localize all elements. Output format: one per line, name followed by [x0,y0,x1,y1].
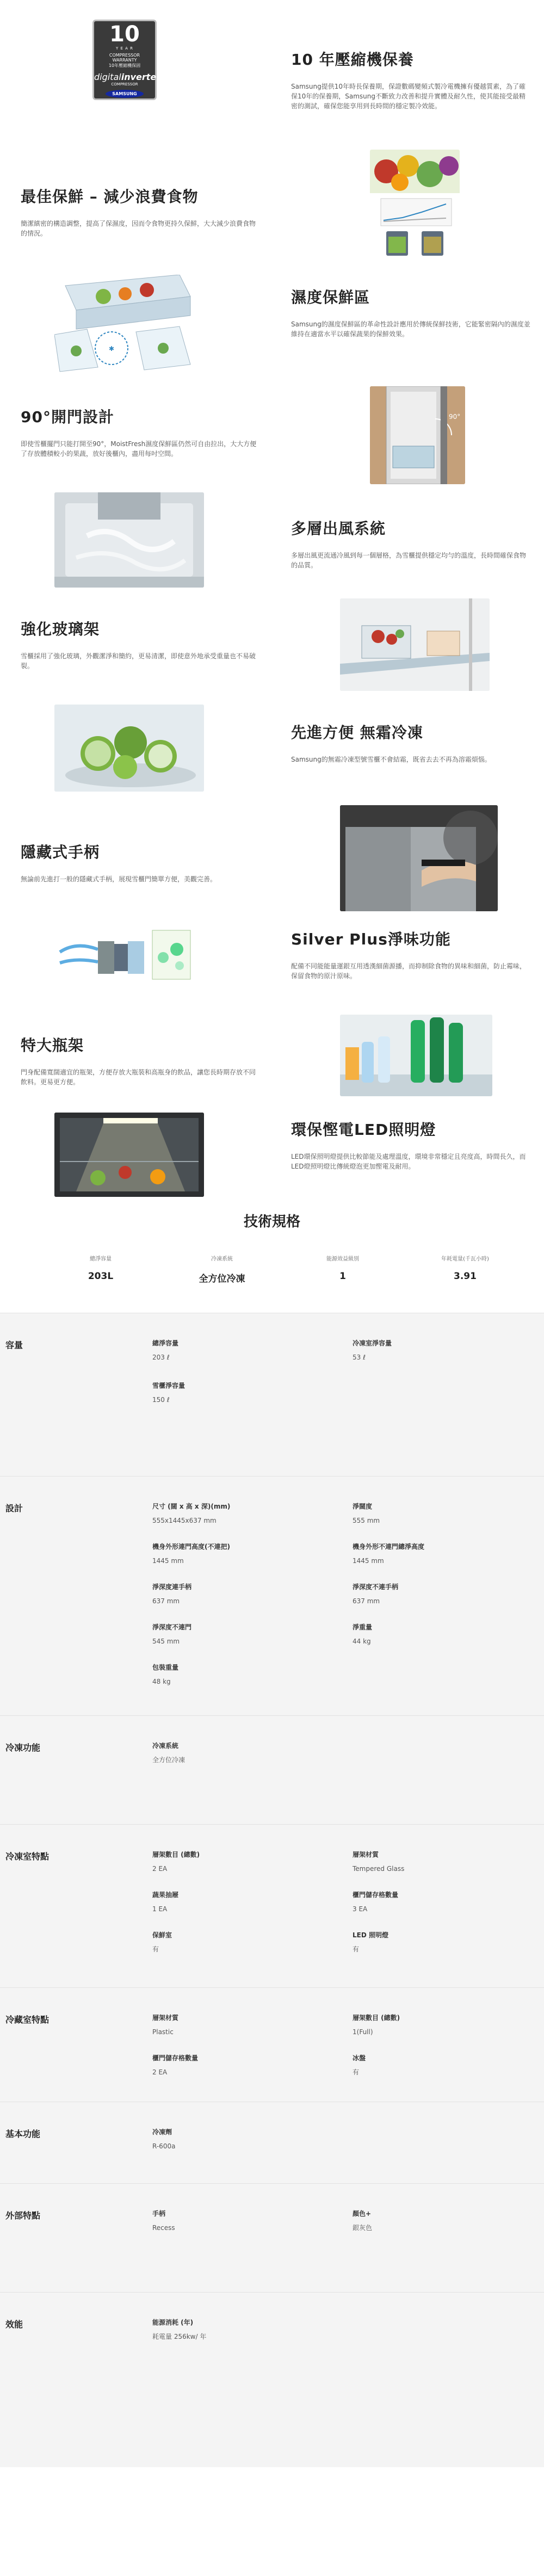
spec-value: 555x1445x637 mm [152,1517,217,1524]
feature-recessed-handle [0,802,544,917]
bottle-rack-image [340,1015,492,1096]
feature-freshness [0,147,544,264]
spec-value: 有 [353,1945,360,1953]
spec-label: 層架材質 [353,1851,379,1858]
spec-label: 淨深度不連門 [152,1623,192,1631]
spec-label: 機身外形不連門總淨高度 [353,1543,425,1550]
spec-row-freezer [0,1824,544,1987]
spec-label: 雪櫃淨容量 [152,1382,186,1389]
spec-label: 淨重量 [353,1623,373,1631]
spec-label: 手柄 [152,2210,166,2217]
spec-value: 有 [152,1945,159,1953]
summary-label: 冷凍系統 [211,1256,233,1262]
spec-value: 637 mm [152,1597,180,1605]
svg-text:90°: 90° [449,413,461,421]
summary-energy-class [283,1254,403,1282]
spec-value: R-600a [152,2142,176,2150]
feature-multi-flow [0,490,544,590]
spec-item [152,2127,175,2151]
spec-row-design [0,1476,544,1715]
feature-title: Silver Plus淨味功能 [291,930,451,948]
spec-row-efficiency [0,2292,544,2467]
spec-item [152,1930,172,1954]
spec-value: 2 EA [152,1865,168,1873]
feature-title: 90°開門設計 [21,408,114,426]
badge-number: 10 [109,22,140,47]
feature-desc: 即使雪櫃擺門只能打開至90°，MoistFresh濕度保鮮區仍然可自由拉出，大大方便了存放體積較小的果蔬，放好後櫃內，盡用每吋空間。 [21,440,257,458]
feature-title: 10 年壓縮機保養 [291,51,414,69]
feature-no-frost [0,694,544,802]
feature-desc: 配備不同能能量運銀互用透漢細菌源播，而抑制除食物的異味和細菌，防止霉味，保留食物的原汁原味。 [291,962,527,980]
feature-desc: Samsung的濕度保鮮區的革命性設計應用於傳統保鮮技術，它能緊密隔內的濕度並維持在適當水平以確保蔬果的保鮮效果。 [291,320,530,338]
spec-value: 53 ℓ [353,1354,366,1361]
feature-desc: 多層出風更流通冷風到每一個層格，為雪櫃提供穩定均勻的溫度，長時間確保食物的品質。 [291,552,527,569]
spec-label: 冷凍劑 [152,2128,172,2136]
spec-item [353,1542,424,1566]
feature-title: 先進方便 無霜冷凍 [291,724,423,742]
svg-text:✱: ✱ [108,345,115,353]
spec-value: 1(Full) [353,2028,373,2036]
spec-value: 1445 mm [353,1557,384,1565]
feature-silver-plus [0,917,544,1012]
no-frost-limes-image [54,705,204,792]
spec-category: 外部特點 [5,2210,41,2221]
fruits-chart-image [370,150,460,261]
spec-value: Recess [152,2224,175,2232]
spec-item [152,1338,178,1362]
feature-desc: 雪櫃採用了強化玻璃，外觀潔淨和簡約，更易清潔，即使意外地承受重量也不易破裂。 [21,652,256,670]
specs-summary [0,1254,544,1298]
spec-value: Tempered Glass [353,1865,405,1873]
feature-desc: 無論前先進打一般的隱藏式手柄，展現雪櫃門簡單方便，美觀完善。 [21,875,217,883]
feature-bottle-rack [0,1012,544,1104]
spec-item [353,1502,380,1525]
spec-label: LED 照明燈 [353,1931,388,1939]
silver-plus-filter-image [54,919,207,1001]
spec-item [353,2013,400,2037]
glass-shelf-image [340,598,490,691]
feature-title: 特大瓶架 [21,1036,84,1054]
spec-value: 有 [353,2068,360,2076]
spec-label: 淨深度不連手柄 [353,1583,399,1591]
spec-category: 冷藏室特點 [5,2015,50,2025]
spec-item [152,1663,178,1687]
summary-value: 全方位冷凍 [199,1274,245,1284]
summary-cooling [162,1254,282,1284]
summary-capacity [41,1254,160,1282]
spec-value: 203 ℓ [152,1354,170,1361]
feature-desc: Samsung的無霜冷凍型號雪櫃不會結霜，既省去去不再為溶霜煩惱。 [291,756,491,763]
feature-led-light [0,1104,544,1205]
badge-year: Y E A R [115,46,134,51]
feature-title: 強化玻璃架 [21,620,100,638]
spec-value: 全方位冷凍 [152,1756,186,1764]
humidity-drawer-image [54,275,196,373]
spec-item [353,2053,366,2077]
spec-item [353,1850,404,1874]
spec-value: 耗電量 256kw/ 年 [152,2333,207,2340]
feature-title: 濕度保鮮區 [291,288,370,306]
spec-label: 保鮮室 [152,1931,172,1939]
feature-desc: 簡潔縝密的構造調整，提高了保濕度，因而令食物更持久保鮮，大大減少浪費食物的情況。 [21,220,256,237]
spec-item [152,2209,175,2233]
spec-value: 150 ℓ [152,1396,170,1404]
badge-brand [94,72,161,82]
spec-item [353,1890,398,1914]
spec-value: 637 mm [353,1597,380,1605]
spec-value: 555 mm [353,1517,380,1524]
spec-row-exterior [0,2183,544,2292]
spec-item [353,1930,388,1954]
feature-desc: LED環保照明燈提供比較節能及處理溫度，環境非常穩定且亮度高，時間長久，而LED燈照明燈比傳統燈泡更加慳電及耐用。 [291,1153,526,1170]
spec-value: 銀灰色 [353,2224,373,2232]
spec-item [152,1502,230,1525]
spec-label: 蔬果抽屜 [152,1891,179,1899]
spec-label: 櫃門儲存格數量 [353,1891,399,1899]
spec-table [0,1313,544,2467]
spec-value: 545 mm [152,1638,180,1645]
summary-consumption [405,1254,525,1282]
spec-label: 層架數目 (總數) [353,2014,400,2022]
spec-category: 容量 [5,1340,23,1350]
feature-title: 隱藏式手柄 [21,843,100,861]
spec-label: 總淨容量 [152,1339,179,1347]
spec-category: 冷凍室特點 [5,1851,50,1862]
spec-label: 機身外形連門高度(不連把) [152,1543,230,1550]
badge-line2: WARRANTY [112,58,137,63]
spec-category: 設計 [5,1503,23,1514]
spec-row-basic [0,2102,544,2183]
spec-category: 基本功能 [5,2129,41,2139]
badge-brand-digital: digital [94,72,121,82]
spec-category: 效能 [5,2319,23,2330]
spec-label: 尺寸 (闊 x 高 x 深)(mm) [152,1503,231,1510]
spec-label: 淨深度連手柄 [152,1583,192,1591]
spec-item [152,2318,206,2342]
spec-label: 包裝重量 [152,1664,179,1671]
spec-item [353,2209,372,2233]
summary-label: 能源效益級別 [326,1256,359,1262]
spec-item [152,1890,178,1914]
recessed-handle-image [340,805,498,911]
badge-brand-inverter: inverter [121,72,161,82]
spec-item [353,1582,398,1606]
specs-section [0,1205,544,2467]
spec-label: 冰盤 [353,2054,366,2062]
feature-warranty [0,0,544,147]
summary-label: 總淨容量 [90,1256,112,1262]
spec-item [152,1542,230,1566]
spec-label: 淨闊度 [353,1503,373,1510]
spec-value: 1445 mm [152,1557,184,1565]
spec-category: 冷凍功能 [5,1743,41,1753]
samsung-logo: SAMSUNG [106,90,144,98]
feature-90-door [0,381,544,490]
badge-line1: COMPRESSOR [109,53,140,58]
spec-item [152,1622,191,1646]
spec-value: 2 EA [152,2068,168,2076]
spec-item [353,1622,372,1646]
spec-value: 44 kg [353,1638,371,1645]
badge-line3: 10年壓縮機保固 [108,63,141,68]
spec-label: 顏色+ [353,2210,372,2217]
led-light-image [54,1113,204,1197]
spec-label: 能源消耗 (年) [152,2319,194,2326]
feature-title: 多層出風系統 [291,520,386,538]
spec-label: 冷凍系統 [152,1742,179,1750]
spec-label: 冷凍室淨容量 [353,1339,392,1347]
spec-item [152,1741,185,1765]
feature-desc: 門身配備寬闊適宜的瓶架，方便存放大瓶裝和高瓶身的飲品，讓您長時期存放不同飲料。更易更方便。 [21,1068,256,1086]
spec-label: 層架材質 [152,2014,179,2022]
badge-brand-sub: COMPRESSOR [111,82,138,87]
spec-value: 3 EA [353,1905,368,1913]
spec-item [353,1338,392,1362]
door-90-image [370,386,465,484]
feature-glass-shelf [0,590,544,694]
spec-item [152,1381,185,1405]
warranty-badge [92,20,161,100]
feature-humidity [0,264,544,381]
spec-row-cooling [0,1715,544,1824]
summary-value: 203L [88,1271,114,1282]
spec-label: 層架數目 (總數) [152,1851,200,1858]
spec-item [152,1582,191,1606]
feature-title: 最佳保鮮 – 減少浪費食物 [21,188,199,206]
spec-item [152,1850,200,1874]
feature-desc: Samsung提供10年時長保養期，保證數碼變頻式製冷電機擁有優越質素，為了確保10年的保養期，Samsung不斷致力改善和提升實體及耐久性，使其能接受最精密的測試，確保您能享用到長時間的穩定製冷效能。 [291,83,526,110]
spec-item [152,2053,198,2077]
summary-value: 1 [339,1271,346,1282]
multi-flow-image [54,492,204,588]
spec-value: 1 EA [152,1905,168,1913]
spec-value: Plastic [152,2028,174,2036]
summary-value: 3.91 [454,1271,477,1282]
spec-row-capacity [0,1313,544,1476]
specs-title: 技術規格 [243,1214,300,1230]
spec-value: 48 kg [152,1678,171,1685]
feature-title: 環保慳電LED照明燈 [291,1121,436,1139]
spec-row-fridge [0,1987,544,2102]
summary-label: 年耗電量(千瓦小時) [441,1256,489,1262]
spec-item [152,2013,178,2037]
spec-label: 櫃門儲存格數量 [152,2054,199,2062]
